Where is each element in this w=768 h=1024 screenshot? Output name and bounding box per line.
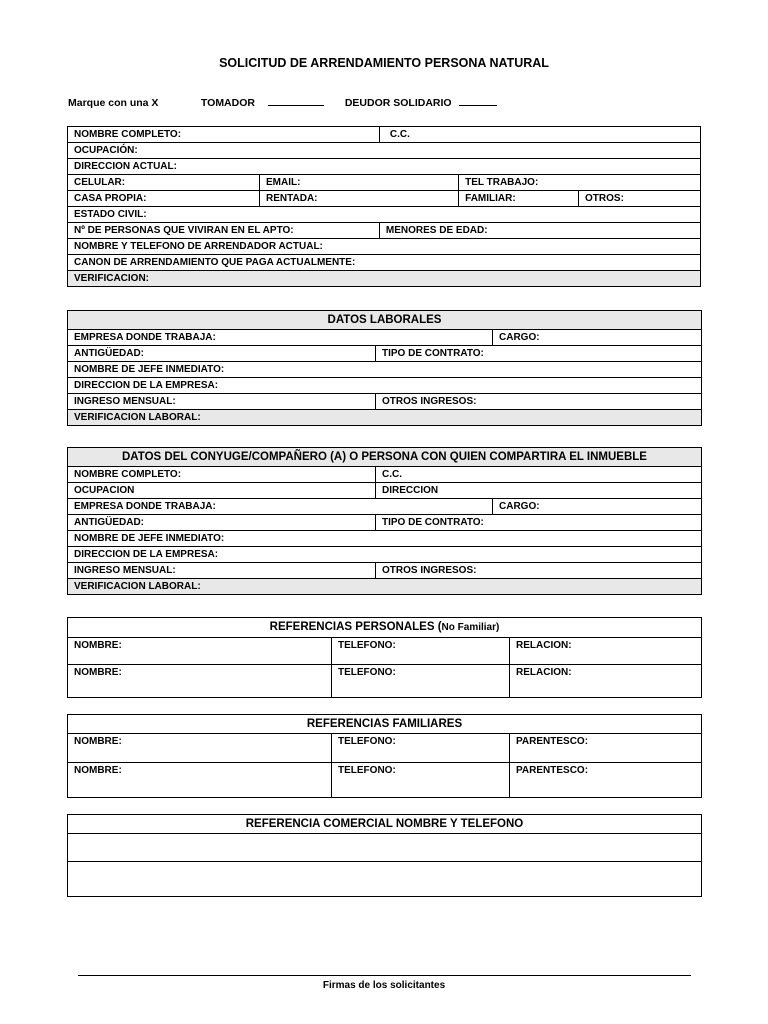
otros-field[interactable]: OTROS: — [579, 191, 701, 207]
ref-comercial-table — [67, 814, 702, 897]
verificacion-field[interactable]: VERIFICACION: — [68, 271, 701, 287]
cc-field[interactable]: C.C. — [379, 127, 700, 143]
ref-fam-2-telefono-field[interactable]: TELEFONO: — [332, 763, 510, 798]
con-nombre-field[interactable]: NOMBRE COMPLETO: — [68, 467, 376, 483]
con-cc-field[interactable]: C.C. — [376, 467, 702, 483]
lab-direccion-empresa-field[interactable]: DIRECCION DE LA EMPRESA: — [68, 378, 702, 394]
ref-per-1-telefono-field[interactable]: TELEFONO: — [332, 638, 510, 665]
lab-cargo-field[interactable]: CARGO: — [493, 330, 702, 346]
conyuge-header: DATOS DEL CONYUGE/COMPAÑERO (A) O PERSONA CON QUIEN COMPARTIRA EL INMUEBLE — [68, 448, 702, 467]
con-jefe-field[interactable]: NOMBRE DE JEFE INMEDIATO: — [68, 531, 702, 547]
lab-antiguedad-field[interactable]: ANTIGÜEDAD: — [68, 346, 376, 362]
ref-comercial-line-2[interactable] — [68, 862, 702, 897]
ref-personales-note: No Familiar) — [441, 622, 500, 633]
nombre-completo-field[interactable]: NOMBRE COMPLETO: — [68, 127, 380, 143]
tomador-mark-field[interactable] — [268, 95, 324, 106]
personal-data-table — [67, 126, 701, 287]
direccion-actual-field[interactable]: DIRECCION ACTUAL: — [68, 159, 701, 175]
ocupacion-field[interactable]: OCUPACIÓN: — [68, 143, 701, 159]
casa-propia-field[interactable]: CASA PROPIA: — [68, 191, 260, 207]
ref-fam-1-nombre-field[interactable]: NOMBRE: — [68, 734, 332, 763]
signature-line[interactable] — [78, 975, 691, 976]
arrendador-field[interactable]: NOMBRE Y TELEFONO DE ARRENDADOR ACTUAL: — [68, 239, 701, 255]
con-direccion-field[interactable]: DIRECCION — [376, 483, 702, 499]
celular-field[interactable]: CELULAR: — [68, 175, 260, 191]
ref-per-2-nombre-field[interactable]: NOMBRE: — [68, 665, 332, 698]
laborales-header: DATOS LABORALES — [68, 311, 702, 330]
lab-tipo-contrato-field[interactable]: TIPO DE CONTRATO: — [376, 346, 702, 362]
ref-personales-header — [68, 618, 702, 638]
con-ingreso-field[interactable]: INGRESO MENSUAL: — [68, 563, 376, 579]
ref-per-1-nombre-field[interactable]: NOMBRE: — [68, 638, 332, 665]
ref-personales-title: REFERENCIAS PERSONALES ( — [269, 621, 442, 633]
con-antiguedad-field[interactable]: ANTIGÜEDAD: — [68, 515, 376, 531]
deudor-label: DEUDOR SOLIDARIO — [344, 97, 452, 109]
lab-verificacion-field[interactable]: VERIFICACION LABORAL: — [68, 410, 702, 426]
ref-per-2-telefono-field[interactable]: TELEFONO: — [332, 665, 510, 698]
num-personas-field[interactable]: Nº DE PERSONAS QUE VIVIRAN EN EL APTO: — [68, 223, 380, 239]
con-cargo-field[interactable]: CARGO: — [493, 499, 702, 515]
estado-civil-field[interactable]: ESTADO CIVIL: — [68, 207, 701, 223]
conyuge-table — [67, 447, 702, 595]
con-otros-ingresos-field[interactable]: OTROS INGRESOS: — [376, 563, 702, 579]
con-verificacion-field[interactable]: VERIFICACION LABORAL: — [68, 579, 702, 595]
familiar-field[interactable]: FAMILIAR: — [459, 191, 579, 207]
email-field[interactable]: EMAIL: — [260, 175, 459, 191]
deudor-mark-field[interactable] — [459, 95, 497, 106]
con-direccion-empresa-field[interactable]: DIRECCION DE LA EMPRESA: — [68, 547, 702, 563]
marque-label: Marque con una X — [68, 97, 159, 109]
lab-ingreso-field[interactable]: INGRESO MENSUAL: — [68, 394, 376, 410]
lab-otros-ingresos-field[interactable]: OTROS INGRESOS: — [376, 394, 702, 410]
page-title: SOLICITUD DE ARRENDAMIENTO PERSONA NATURAL — [219, 56, 549, 70]
ref-familiares-header: REFERENCIAS FAMILIARES — [68, 715, 702, 734]
lab-jefe-field[interactable]: NOMBRE DE JEFE INMEDIATO: — [68, 362, 702, 378]
ref-comercial-line-1[interactable] — [68, 834, 702, 862]
ref-fam-1-parentesco-field[interactable]: PARENTESCO: — [510, 734, 702, 763]
con-tipo-contrato-field[interactable]: TIPO DE CONTRATO: — [376, 515, 702, 531]
ref-comercial-header: REFERENCIA COMERCIAL NOMBRE Y TELEFONO — [68, 815, 702, 834]
tomador-label: TOMADOR — [200, 97, 255, 109]
ref-fam-1-telefono-field[interactable]: TELEFONO: — [332, 734, 510, 763]
laborales-table — [67, 310, 702, 426]
rentada-field[interactable]: RENTADA: — [260, 191, 459, 207]
ref-familiares-table — [67, 714, 702, 798]
role-selector — [68, 95, 497, 109]
lab-empresa-field[interactable]: EMPRESA DONDE TRABAJA: — [68, 330, 493, 346]
ref-fam-2-parentesco-field[interactable]: PARENTESCO: — [510, 763, 702, 798]
ref-personales-table — [67, 617, 702, 698]
tel-trabajo-field[interactable]: TEL TRABAJO: — [459, 175, 701, 191]
con-empresa-field[interactable]: EMPRESA DONDE TRABAJA: — [68, 499, 493, 515]
menores-field[interactable]: MENORES DE EDAD: — [379, 223, 700, 239]
ref-per-1-relacion-field[interactable]: RELACION: — [510, 638, 702, 665]
con-ocupacion-field[interactable]: OCUPACION — [68, 483, 376, 499]
ref-per-2-relacion-field[interactable]: RELACION: — [510, 665, 702, 698]
canon-field[interactable]: CANON DE ARRENDAMIENTO QUE PAGA ACTUALMENTE: — [68, 255, 701, 271]
signature-label: Firmas de los solicitantes — [322, 980, 446, 991]
ref-fam-2-nombre-field[interactable]: NOMBRE: — [68, 763, 332, 798]
